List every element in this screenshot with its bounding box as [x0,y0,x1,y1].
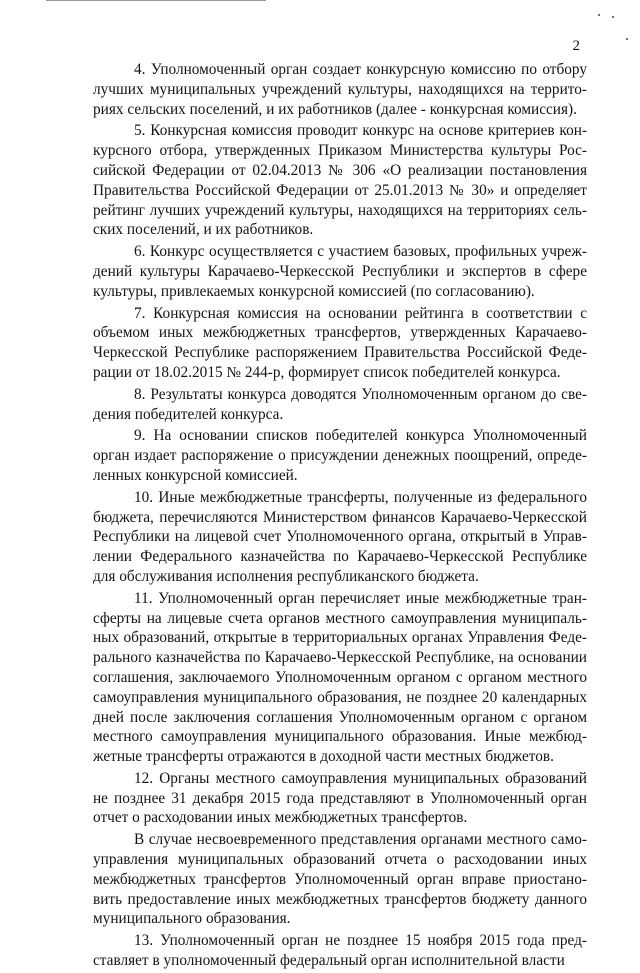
text-line [93,830,587,850]
paragraph-line: ных образований, открытые в территориальных органах Управления Феде- [93,629,587,647]
text-line [93,426,587,446]
paragraph-line: жетные трансферты отражаются в доходной части местных бюджетов. [93,748,554,766]
paragraph-line: 9. На основании списков победителей конкурса Уполномоченный [134,427,587,445]
paragraph-line: объемом иных межбюджетных трансфертов, утвержденных Карачаево- [93,324,587,342]
text-line [93,789,587,809]
text-line [93,708,587,728]
paragraph-line: местного самоуправления муниципального образования. Иные межбюд- [93,728,587,746]
paragraph-line: дения победителей конкурса. [93,405,284,423]
paragraph-line: ских поселений, и их работников. [93,221,314,239]
text-line [93,363,587,383]
text-line [93,161,587,181]
text-line [93,488,587,508]
page-number: 2 [572,38,580,54]
paragraph-line: отчет о расходовании иных межбюджетных трансфертов. [93,809,468,827]
top-rule [46,0,266,1]
text-line [93,385,587,405]
text-line [93,323,587,343]
text-line [93,405,587,425]
paragraph-line: рального казначейства по Карачаево-Черкесской Республике, на основании [93,649,587,667]
paragraph-p13 [93,931,587,971]
text-line [93,909,587,929]
paragraph-line: Черкесской Республике распоряжением Правительства Российской Феде- [93,344,587,362]
paragraph-line: для обслуживания исполнения республиканского бюджета. [93,567,479,585]
paragraph-line: 10. Иные межбюджетные трансферты, полученные из федерального [134,488,587,506]
text-line [93,747,587,767]
paragraph-line: 6. Конкурс осуществляется с участием базовых, профильных учреж- [134,243,587,261]
paragraph-line: не позднее 31 декабря 2015 года представляют в Уполномоченный орган [93,789,587,807]
text-line [93,727,587,747]
text-line [93,446,587,466]
paragraph-line: 12. Органы местного самоуправления муниципальных образований [134,769,587,787]
paragraph-line: 8. Результаты конкурса доводятся Уполномоченным органом до све- [134,385,587,403]
document-body [93,60,587,973]
text-line [93,567,587,587]
paragraph-p11 [93,589,587,767]
text-line [93,628,587,648]
scan-speck [612,16,614,18]
text-line [93,60,587,80]
paragraph-line: рейтинг лучших учреждений культуры, находящихся на территориях сель- [93,201,587,219]
paragraph-line: вить предоставление иных межбюджетных трансфертов бюджету данного [93,890,587,908]
paragraph-p6 [93,242,587,301]
text-line [93,850,587,870]
text-line [93,508,587,528]
paragraph-p4 [93,60,587,119]
text-line [93,141,587,161]
paragraph-line: 7. Конкурсная комиссия на основании рейтинга в соответствии с [134,304,587,322]
text-line [93,262,587,282]
text-line [93,242,587,262]
text-line [93,181,587,201]
paragraph-line: бюджета, перечисляются Министерством финансов Карачаево-Черкесской [93,508,587,526]
paragraph-line: 11. Уполномоченный орган перечисляет иные межбюджетные тран- [134,589,587,607]
paragraph-line: курсного отбора, утвержденных Приказом Министерства культуры Рос- [93,142,587,160]
paragraph-line: соглашения, заключаемого Уполномоченным органом с органом местного [93,668,587,686]
text-line [93,220,587,240]
text-line [93,609,587,629]
paragraph-line: В случае несвоевременного представления органами местного само- [134,831,587,849]
paragraph-p5 [93,121,587,240]
paragraph-line: 4. Уполномоченный орган создает конкурсную комиссию по отбору [134,61,587,78]
paragraph-line: ленных конкурсной комиссией. [93,466,298,484]
paragraph-line: дений культуры Карачаево-Черкесской Республики и экспертов в сфере [93,262,587,280]
text-line [93,951,587,971]
paragraph-line: ставляет в уполномоченный федеральный орган исполнительной власти [93,952,565,970]
paragraph-line: Республики на лицевой счет Уполномоченного органа, открытый в Управ- [93,528,587,546]
paragraph-p12 [93,769,587,828]
text-line [93,668,587,688]
text-line [93,589,587,609]
text-line [93,80,587,100]
paragraph-line: муниципального образования. [93,910,291,928]
text-line [93,890,587,910]
text-line [93,100,587,120]
text-line [93,547,587,567]
text-line [93,870,587,890]
text-line [93,201,587,221]
paragraph-line: 13. Уполномоченный орган не позднее 15 ноября 2015 года пред- [134,932,587,950]
paragraph-line: рации от 18.02.2015 № 244-р, формирует список победителей конкурса. [93,363,561,381]
text-line [93,282,587,302]
paragraph-line: орган издает распоряжение о присуждении денежных поощрений, опреде- [93,447,587,465]
paragraph-line: лении Федерального казначейства по Карачаево-Черкесской Республике [93,548,587,566]
paragraph-line: сферты на лицевые счета органов местного самоуправления муниципаль- [93,609,587,627]
paragraph-line: дней после заключения соглашения Уполномоченным органом с органом [93,708,587,726]
paragraph-p10 [93,488,587,587]
paragraph-p8 [93,385,587,425]
paragraph-p12b [93,830,587,929]
text-line [93,769,587,789]
paragraph-line: межбюджетных трансфертов Уполномоченный орган вправе приостано- [93,870,587,888]
text-line [93,121,587,141]
text-line [93,527,587,547]
paragraph-line: самоуправления муниципального образования, не позднее 20 календарных [93,688,587,706]
paragraph-line: лучших муниципальных учреждений культуры, находящихся на террито- [93,80,587,98]
paragraph-line: управления муниципальных образований отчета о расходовании иных [93,851,587,869]
paragraph-p7 [93,304,587,383]
paragraph-line: 5. Конкурсная комиссия проводит конкурс на основе критериев кон- [134,122,587,140]
paragraph-line: риях сельских поселений, и их работников (далее - конкурсная комиссия). [93,100,577,118]
text-line [93,931,587,951]
text-line [93,808,587,828]
text-line [93,466,587,486]
scan-speck [598,14,600,16]
paragraph-line: сийской Федерации от 02.04.2013 № 306 «О реализации постановления [93,161,587,179]
scan-speck [626,38,628,40]
text-line [93,304,587,324]
paragraph-line: культуры, привлекаемых конкурсной комиссией (по согласованию). [93,282,535,300]
text-line [93,648,587,668]
text-line [93,343,587,363]
text-line [93,688,587,708]
paragraph-p9 [93,426,587,485]
paragraph-line: Правительства Российской Федерации от 25.01.2013 № 30» и определяет [93,181,587,199]
